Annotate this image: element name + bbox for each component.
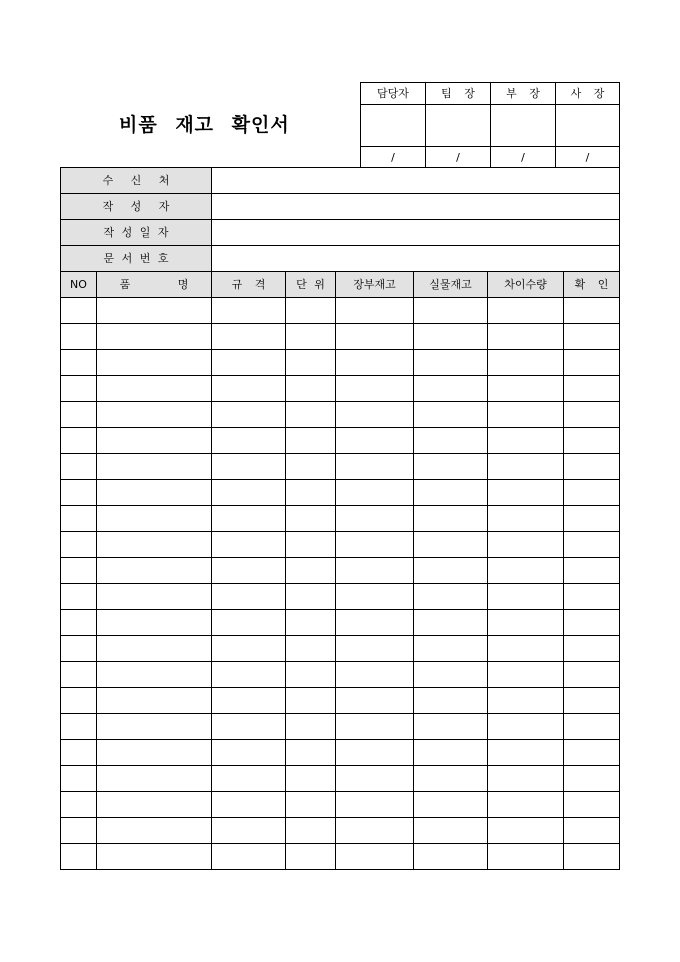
item-name-cell xyxy=(97,428,212,454)
table-row xyxy=(61,506,620,532)
book-stock-cell xyxy=(336,506,414,532)
header-unit: 단 위 xyxy=(286,272,336,298)
confirm-cell xyxy=(564,662,620,688)
header-no: NO xyxy=(61,272,97,298)
actual-stock-cell xyxy=(414,792,488,818)
actual-stock-cell xyxy=(414,480,488,506)
approval-box xyxy=(360,82,620,168)
no-cell xyxy=(61,298,97,324)
spec-cell xyxy=(212,324,286,350)
spec-cell xyxy=(212,532,286,558)
table-row xyxy=(61,350,620,376)
table-row xyxy=(61,662,620,688)
table-row xyxy=(61,740,620,766)
spec-cell xyxy=(212,636,286,662)
actual-stock-cell xyxy=(414,376,488,402)
unit-cell xyxy=(286,766,336,792)
no-cell xyxy=(61,454,97,480)
spec-cell xyxy=(212,428,286,454)
item-name-cell xyxy=(97,610,212,636)
spec-cell xyxy=(212,506,286,532)
unit-cell xyxy=(286,792,336,818)
confirm-cell xyxy=(564,792,620,818)
approval-signature-row xyxy=(361,105,620,147)
unit-cell xyxy=(286,376,336,402)
confirm-cell xyxy=(564,740,620,766)
table-row xyxy=(61,766,620,792)
book-stock-cell xyxy=(336,324,414,350)
difference-cell xyxy=(488,402,564,428)
header-item-name: 품 명 xyxy=(97,272,212,298)
table-row xyxy=(61,558,620,584)
approval-date-row xyxy=(361,147,620,168)
table-row xyxy=(61,532,620,558)
difference-cell xyxy=(488,506,564,532)
book-stock-cell xyxy=(336,766,414,792)
difference-cell xyxy=(488,454,564,480)
no-cell xyxy=(61,844,97,870)
date-mark-department-head: / xyxy=(491,147,556,168)
no-cell xyxy=(61,766,97,792)
confirm-cell xyxy=(564,766,620,792)
approval-header-row xyxy=(361,83,620,105)
table-row xyxy=(61,844,620,870)
unit-cell xyxy=(286,324,336,350)
no-cell xyxy=(61,402,97,428)
confirm-cell xyxy=(564,532,620,558)
no-cell xyxy=(61,506,97,532)
actual-stock-cell xyxy=(414,532,488,558)
item-name-cell xyxy=(97,636,212,662)
unit-cell xyxy=(286,558,336,584)
table-row xyxy=(61,376,620,402)
table-row xyxy=(61,584,620,610)
no-cell xyxy=(61,688,97,714)
item-name-cell xyxy=(97,792,212,818)
table-row xyxy=(61,818,620,844)
difference-cell xyxy=(488,792,564,818)
no-cell xyxy=(61,558,97,584)
table-row xyxy=(61,324,620,350)
spec-cell xyxy=(212,584,286,610)
spec-cell xyxy=(212,844,286,870)
unit-cell xyxy=(286,688,336,714)
table-row xyxy=(61,636,620,662)
confirm-cell xyxy=(564,714,620,740)
confirm-cell xyxy=(564,506,620,532)
table-row xyxy=(61,610,620,636)
item-name-cell xyxy=(97,662,212,688)
actual-stock-cell xyxy=(414,740,488,766)
table-row xyxy=(61,688,620,714)
no-cell xyxy=(61,662,97,688)
confirm-cell xyxy=(564,818,620,844)
approval-header-president: 사 장 xyxy=(556,83,620,105)
difference-cell xyxy=(488,818,564,844)
unit-cell xyxy=(286,662,336,688)
difference-cell xyxy=(488,532,564,558)
inventory-form-table xyxy=(60,167,620,870)
confirm-cell xyxy=(564,298,620,324)
no-cell xyxy=(61,714,97,740)
confirm-cell xyxy=(564,636,620,662)
no-cell xyxy=(61,324,97,350)
item-name-cell xyxy=(97,506,212,532)
confirm-cell xyxy=(564,350,620,376)
difference-cell xyxy=(488,350,564,376)
actual-stock-cell xyxy=(414,818,488,844)
table-row xyxy=(61,480,620,506)
spec-cell xyxy=(212,402,286,428)
item-name-cell xyxy=(97,844,212,870)
book-stock-cell xyxy=(336,610,414,636)
book-stock-cell xyxy=(336,376,414,402)
signature-cell-president xyxy=(556,105,620,147)
actual-stock-cell xyxy=(414,688,488,714)
item-name-cell xyxy=(97,766,212,792)
confirm-cell xyxy=(564,610,620,636)
no-cell xyxy=(61,532,97,558)
book-stock-cell xyxy=(336,714,414,740)
header-book-stock: 장부재고 xyxy=(336,272,414,298)
confirm-cell xyxy=(564,480,620,506)
confirm-cell xyxy=(564,324,620,350)
book-stock-cell xyxy=(336,636,414,662)
item-name-cell xyxy=(97,376,212,402)
table-row xyxy=(61,792,620,818)
info-row-author xyxy=(61,194,620,220)
table-row xyxy=(61,298,620,324)
item-name-cell xyxy=(97,480,212,506)
no-cell xyxy=(61,740,97,766)
item-name-cell xyxy=(97,818,212,844)
unit-cell xyxy=(286,610,336,636)
approval-header-staff: 담당자 xyxy=(361,83,426,105)
unit-cell xyxy=(286,402,336,428)
approval-header-department-head: 부 장 xyxy=(491,83,556,105)
confirm-cell xyxy=(564,454,620,480)
header-difference: 차이수량 xyxy=(488,272,564,298)
no-cell xyxy=(61,584,97,610)
no-cell xyxy=(61,428,97,454)
difference-cell xyxy=(488,714,564,740)
actual-stock-cell xyxy=(414,506,488,532)
unit-cell xyxy=(286,844,336,870)
spec-cell xyxy=(212,740,286,766)
header-spec: 규 격 xyxy=(212,272,286,298)
no-cell xyxy=(61,792,97,818)
spec-cell xyxy=(212,298,286,324)
unit-cell xyxy=(286,714,336,740)
unit-cell xyxy=(286,584,336,610)
table-row xyxy=(61,402,620,428)
book-stock-cell xyxy=(336,532,414,558)
info-row-recipient xyxy=(61,168,620,194)
no-cell xyxy=(61,818,97,844)
book-stock-cell xyxy=(336,558,414,584)
inventory-rows xyxy=(61,298,620,870)
actual-stock-cell xyxy=(414,584,488,610)
unit-cell xyxy=(286,636,336,662)
book-stock-cell xyxy=(336,480,414,506)
confirm-cell xyxy=(564,844,620,870)
spec-cell xyxy=(212,376,286,402)
difference-cell xyxy=(488,844,564,870)
actual-stock-cell xyxy=(414,298,488,324)
difference-cell xyxy=(488,766,564,792)
unit-cell xyxy=(286,298,336,324)
actual-stock-cell xyxy=(414,714,488,740)
signature-cell-department-head xyxy=(491,105,556,147)
book-stock-cell xyxy=(336,402,414,428)
book-stock-cell xyxy=(336,428,414,454)
difference-cell xyxy=(488,662,564,688)
info-value-date xyxy=(212,220,620,246)
confirm-cell xyxy=(564,376,620,402)
difference-cell xyxy=(488,740,564,766)
unit-cell xyxy=(286,480,336,506)
confirm-cell xyxy=(564,688,620,714)
actual-stock-cell xyxy=(414,350,488,376)
confirm-cell xyxy=(564,428,620,454)
info-row-doc-number xyxy=(61,246,620,272)
book-stock-cell xyxy=(336,454,414,480)
spec-cell xyxy=(212,558,286,584)
spec-cell xyxy=(212,792,286,818)
confirm-cell xyxy=(564,402,620,428)
book-stock-cell xyxy=(336,818,414,844)
item-name-cell xyxy=(97,584,212,610)
date-mark-team-leader: / xyxy=(426,147,491,168)
date-mark-president: / xyxy=(556,147,620,168)
no-cell xyxy=(61,480,97,506)
item-name-cell xyxy=(97,324,212,350)
table-row xyxy=(61,454,620,480)
spec-cell xyxy=(212,610,286,636)
actual-stock-cell xyxy=(414,428,488,454)
document-title: 비품 재고 확인서 xyxy=(119,114,290,136)
unit-cell xyxy=(286,428,336,454)
signature-cell-team-leader xyxy=(426,105,491,147)
no-cell xyxy=(61,610,97,636)
difference-cell xyxy=(488,428,564,454)
spec-cell xyxy=(212,766,286,792)
date-mark-staff: / xyxy=(361,147,426,168)
actual-stock-cell xyxy=(414,844,488,870)
item-name-cell xyxy=(97,740,212,766)
actual-stock-cell xyxy=(414,454,488,480)
unit-cell xyxy=(286,454,336,480)
difference-cell xyxy=(488,324,564,350)
difference-cell xyxy=(488,688,564,714)
spec-cell xyxy=(212,480,286,506)
info-row-date xyxy=(61,220,620,246)
book-stock-cell xyxy=(336,662,414,688)
unit-cell xyxy=(286,506,336,532)
info-label-date: 작 성 일 자 xyxy=(61,220,212,246)
item-name-cell xyxy=(97,350,212,376)
item-name-cell xyxy=(97,402,212,428)
spec-cell xyxy=(212,688,286,714)
difference-cell xyxy=(488,298,564,324)
info-value-author xyxy=(212,194,620,220)
item-name-cell xyxy=(97,558,212,584)
table-row xyxy=(61,714,620,740)
difference-cell xyxy=(488,610,564,636)
no-cell xyxy=(61,350,97,376)
unit-cell xyxy=(286,350,336,376)
spec-cell xyxy=(212,818,286,844)
confirm-cell xyxy=(564,558,620,584)
item-name-cell xyxy=(97,688,212,714)
spec-cell xyxy=(212,662,286,688)
no-cell xyxy=(61,636,97,662)
difference-cell xyxy=(488,480,564,506)
actual-stock-cell xyxy=(414,610,488,636)
difference-cell xyxy=(488,558,564,584)
info-value-doc-number xyxy=(212,246,620,272)
actual-stock-cell xyxy=(414,324,488,350)
actual-stock-cell xyxy=(414,766,488,792)
spec-cell xyxy=(212,714,286,740)
difference-cell xyxy=(488,584,564,610)
actual-stock-cell xyxy=(414,636,488,662)
unit-cell xyxy=(286,818,336,844)
confirm-cell xyxy=(564,584,620,610)
signature-cell-staff xyxy=(361,105,426,147)
table-row xyxy=(61,428,620,454)
actual-stock-cell xyxy=(414,558,488,584)
book-stock-cell xyxy=(336,298,414,324)
book-stock-cell xyxy=(336,688,414,714)
actual-stock-cell xyxy=(414,402,488,428)
book-stock-cell xyxy=(336,844,414,870)
unit-cell xyxy=(286,532,336,558)
difference-cell xyxy=(488,636,564,662)
info-value-recipient xyxy=(212,168,620,194)
table-header-row xyxy=(61,272,620,298)
book-stock-cell xyxy=(336,740,414,766)
header-confirm: 확 인 xyxy=(564,272,620,298)
info-label-author: 작 성 자 xyxy=(61,194,212,220)
actual-stock-cell xyxy=(414,662,488,688)
difference-cell xyxy=(488,376,564,402)
book-stock-cell xyxy=(336,584,414,610)
book-stock-cell xyxy=(336,792,414,818)
info-label-recipient: 수 신 처 xyxy=(61,168,212,194)
item-name-cell xyxy=(97,714,212,740)
book-stock-cell xyxy=(336,350,414,376)
item-name-cell xyxy=(97,532,212,558)
item-name-cell xyxy=(97,298,212,324)
spec-cell xyxy=(212,350,286,376)
unit-cell xyxy=(286,740,336,766)
header-actual-stock: 실물재고 xyxy=(414,272,488,298)
spec-cell xyxy=(212,454,286,480)
no-cell xyxy=(61,376,97,402)
item-name-cell xyxy=(97,454,212,480)
approval-header-team-leader: 팀 장 xyxy=(426,83,491,105)
info-label-doc-number: 문 서 번 호 xyxy=(61,246,212,272)
